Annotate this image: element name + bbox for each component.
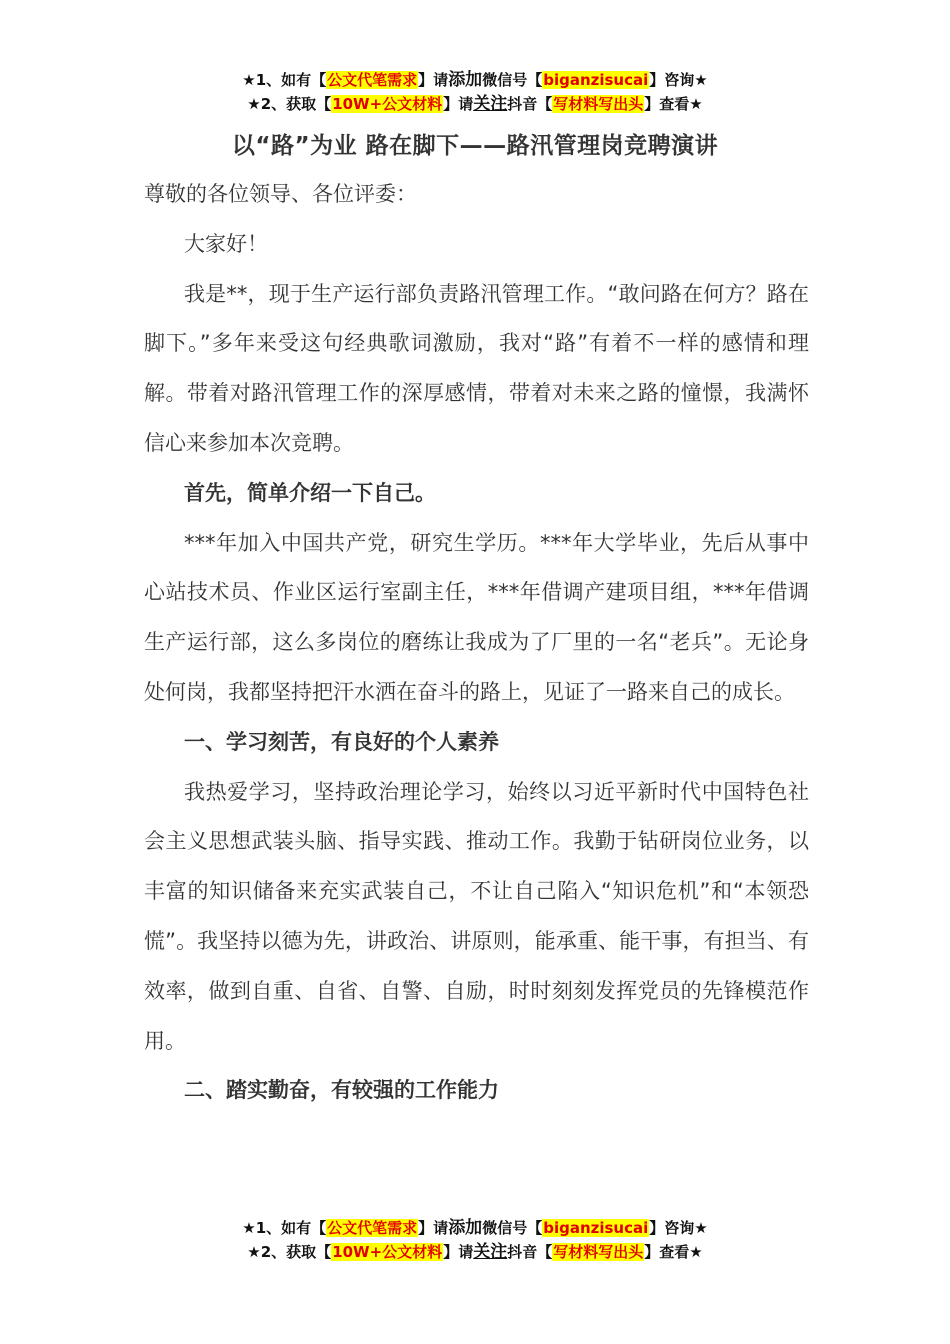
banner-text: ★1、如有【 [242,1219,327,1237]
banner-line-1 [0,68,950,92]
banner-text: ★2、获取【 [247,95,332,113]
banner-text: 】请 [418,71,449,89]
banner-text: 】请 [443,1243,474,1261]
banner-keyword: 关注 [473,1242,508,1262]
banner-text: 抖音【 [507,1243,553,1261]
highlight-wechat-id: biganzisucai [543,1219,649,1237]
banner-text: 】请 [418,1219,449,1237]
header-banner [0,68,950,116]
highlight-materials: 10W+公文材料 [332,1243,443,1261]
heading-section-2: 二、踏实勤奋，有较强的工作能力 [184,1078,499,1103]
banner-text: 抖音【 [507,95,553,113]
highlight-wechat-id: biganzisucai [543,71,649,89]
heading-section-1: 一、学习刻苦，有良好的个人素养 [184,729,499,754]
banner-text: 】咨询★ [649,71,708,89]
heading-self-intro: 首先，简单介绍一下自己。 [184,480,436,505]
banner-text: 】查看★ [644,1243,703,1261]
highlight-douyin: 写材料写出头 [553,1243,644,1261]
banner-text: 微信号【 [482,71,543,89]
banner-text: 】请 [443,95,474,113]
banner-line-2 [0,1240,950,1264]
banner-text: 】咨询★ [649,1219,708,1237]
banner-line-2 [0,92,950,116]
banner-text: ★2、获取【 [247,1243,332,1261]
highlight-materials: 10W+公文材料 [332,95,443,113]
banner-keyword: 添加 [448,1218,483,1238]
document-title: 以“路”为业 路在脚下——路汛管理岗竞聘演讲 [231,133,719,159]
banner-keyword: 关注 [473,94,508,114]
highlight-douyin: 写材料写出头 [553,95,644,113]
banner-keyword: 添加 [448,70,483,90]
salutation: 尊敬的各位领导、各位评委： [144,182,417,206]
paragraph-opening: 我是**，现于生产运行部负责路汛管理工作。“敢问路在何方？路在脚下。”多年来受这句经典歌词激励，我对“路”有着不一样的感情和理解。带着对路汛管理工作的深厚感情，带着对未来之路的憧憬，我满怀信心来参加本次竞聘。 [144,281,809,455]
highlight-service: 公文代笔需求 [327,1219,418,1237]
banner-text: ★1、如有【 [242,71,327,89]
document-body [144,170,809,1116]
greeting: 大家好！ [184,231,268,256]
highlight-service: 公文代笔需求 [327,71,418,89]
banner-text: 】查看★ [644,95,703,113]
footer-banner [0,1216,950,1264]
paragraph-study: 我热爱学习，坚持政治理论学习，始终以习近平新时代中国特色社会主义思想武装头脑、指导实践、推动工作。我勤于钻研岗位业务，以丰富的知识储备来充实武装自己，不让自己陷入“知识危机”和“本领恐慌”。我坚持以德为先，讲政治、讲原则，能承重、能干事，有担当、有效率，做到自重、自省、自警、自励，时时刻刻发挥党员的先锋模范作用。 [144,779,809,1053]
banner-line-1 [0,1216,950,1240]
banner-text: 微信号【 [482,1219,543,1237]
paragraph-background: ***年加入中国共产党，研究生学历。***年大学毕业，先后从事中心站技术员、作业区运行室副主任，***年借调产建项目组，***年借调生产运行部，这么多岗位的磨练让我成为了厂里的一名“老兵”。无论身处何岗，我都坚持把汗水洒在奋斗的路上，见证了一路来自己的成长。 [144,530,809,704]
